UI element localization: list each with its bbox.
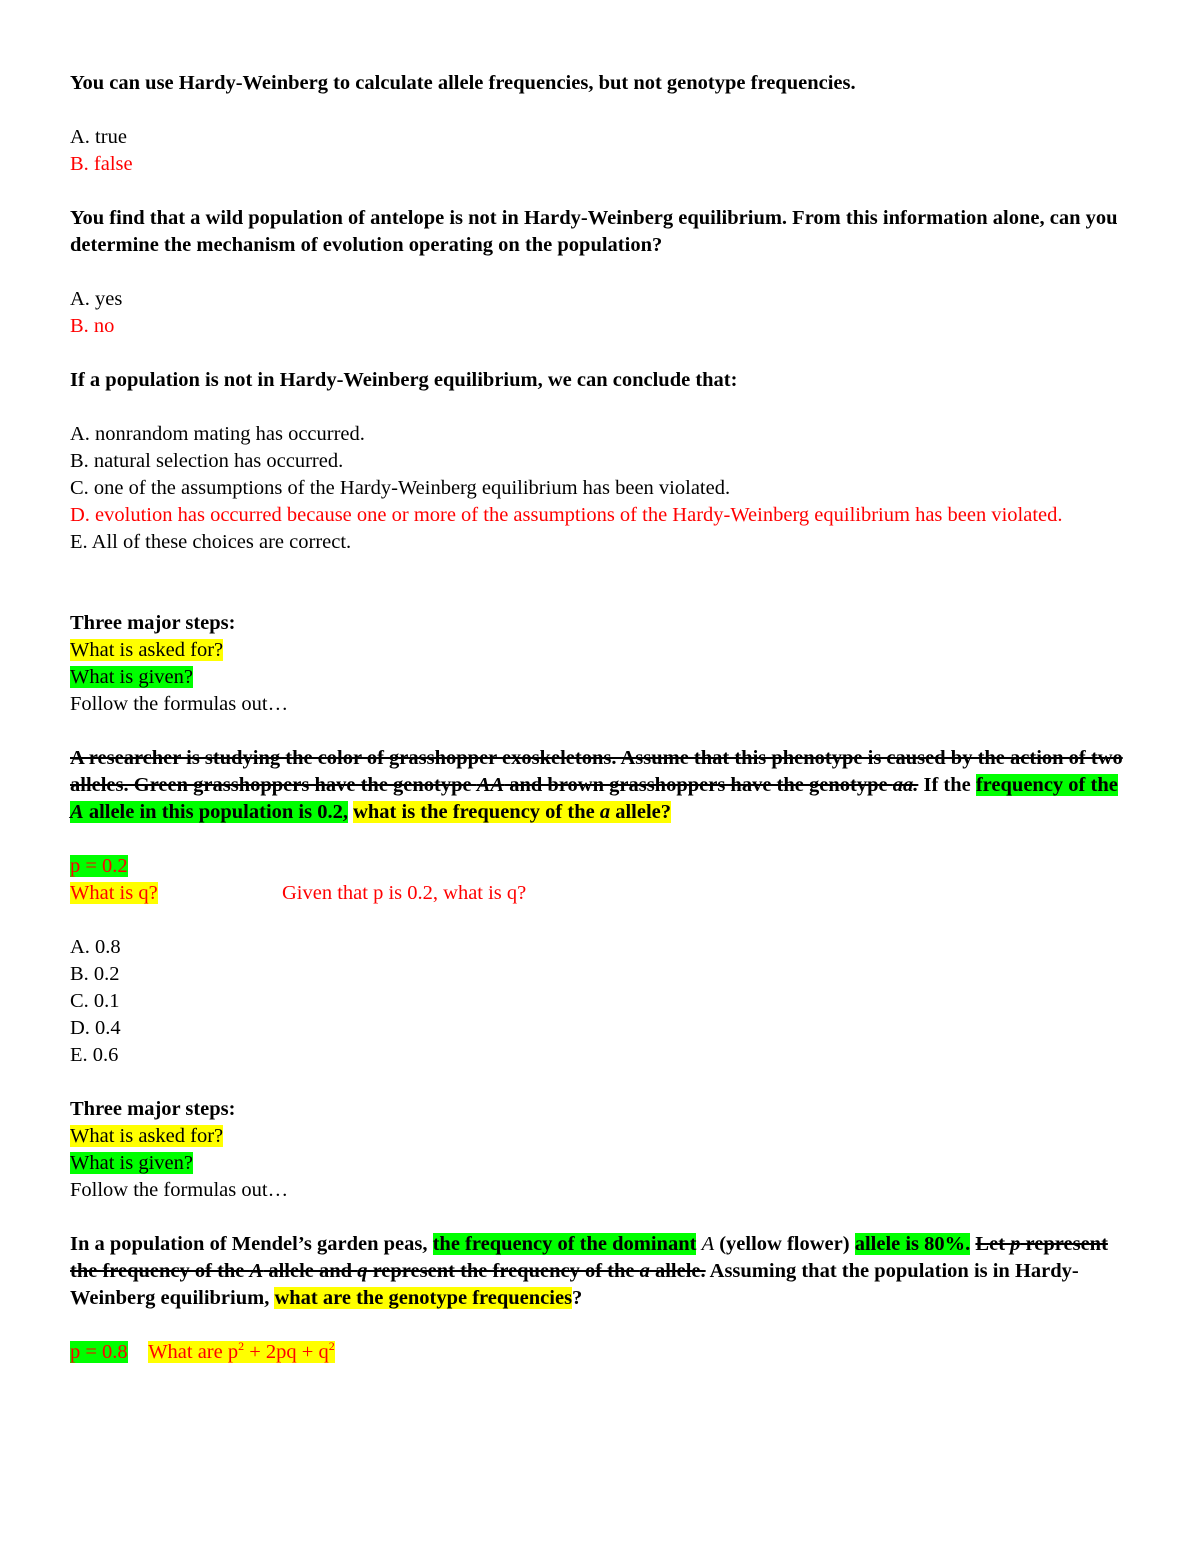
q3-option-c: C. one of the assumptions of the Hardy-Weinberg equilibrium has been violated. — [70, 477, 731, 499]
q5-p-given: p = 0.8 — [70, 1341, 128, 1363]
q4-given-highlight: frequency of the A allele in this population is 0.2, — [70, 774, 1118, 823]
q4-option-b: B. 0.2 — [70, 963, 120, 985]
q4-struck-context: A researcher is studying the color of grasshopper exoskeletons. Assume that this phenotype is caused by the action of two alleles. Green grasshoppers have the genotype AA and brown grasshoppers have the genotype aa. — [70, 747, 1123, 796]
q1-option-a: A. true — [70, 126, 127, 148]
step-asked: What is asked for? — [70, 639, 224, 661]
q3-option-d-answer: D. evolution has occurred because one or more of the assumptions of the Hardy-Weinberg equilibrium has been violated. — [70, 504, 1063, 526]
q4-p-given: p = 0.2 — [70, 855, 128, 877]
q4-option-c: C. 0.1 — [70, 990, 120, 1012]
document-page — [70, 70, 1130, 1366]
q5-struck-context: Let p represent the frequency of the A allele and q represent the frequency of the a allele. — [70, 1233, 1108, 1282]
q5-given-highlight-2: allele is 80%. — [854, 1233, 971, 1255]
q3-option-b: B. natural selection has occurred. — [70, 450, 344, 472]
q5-asked-highlight: what are the genotype frequencies — [274, 1287, 573, 1309]
q2-option-b-answer: B. no — [70, 315, 115, 337]
step-follow: Follow the formulas out… — [70, 693, 289, 715]
q4-option-a: A. 0.8 — [70, 936, 121, 958]
step-follow-2: Follow the formulas out… — [70, 1179, 289, 1201]
q5-what-are: What are $p^2 + 2pq + q^2$ — [148, 1339, 335, 1363]
step-given: What is given? — [70, 666, 193, 688]
q5-given-highlight-1: the frequency of the dominant — [432, 1233, 697, 1255]
steps-title-2: Three major steps: — [70, 1098, 236, 1120]
question-1: You can use Hardy-Weinberg to calculate allele frequencies, but not genotype frequencies. — [70, 72, 856, 94]
question-4: A researcher is studying the color of grasshopper exoskeletons. Assume that this phenotype is caused by the action of two alleles. Green grasshoppers have the genotype AA and brown grasshoppers have the genotype aa. If the frequency of the A allele in this population is 0.2, what is the frequency of the a allele? — [70, 747, 1123, 823]
q4-option-d: D. 0.4 — [70, 1017, 121, 1039]
q3-option-a: A. nonrandom mating has occurred. — [70, 423, 365, 445]
question-2: You find that a wild population of antelope is not in Hardy-Weinberg equilibrium. From this information alone, can you determine the mechanism of evolution operating on the population? — [70, 207, 1118, 256]
q4-restated: Given that p is 0.2, what is q? — [282, 882, 527, 904]
q4-what-is-q: What is q? — [70, 882, 158, 904]
steps-title: Three major steps: — [70, 612, 236, 634]
question-5: In a population of Mendel’s garden peas, the frequency of the dominant A (yellow flower) allele is 80%. Let p represent the frequency of the A allele and q represent the frequency of the a allele. Assuming that the population is in Hardy-Weinberg equilibrium, what are the genotype frequencies? — [70, 1233, 1108, 1309]
q4-asked-highlight: what is the frequency of the a allele? — [353, 801, 672, 823]
q2-option-a: A. yes — [70, 288, 123, 310]
question-3: If a population is not in Hardy-Weinberg equilibrium, we can conclude that: — [70, 369, 738, 391]
q1-option-b-answer: B. false — [70, 153, 133, 175]
q4-option-e: E. 0.6 — [70, 1044, 119, 1066]
step-given-2: What is given? — [70, 1152, 193, 1174]
q3-option-e: E. All of these choices are correct. — [70, 531, 352, 553]
step-asked-2: What is asked for? — [70, 1125, 224, 1147]
